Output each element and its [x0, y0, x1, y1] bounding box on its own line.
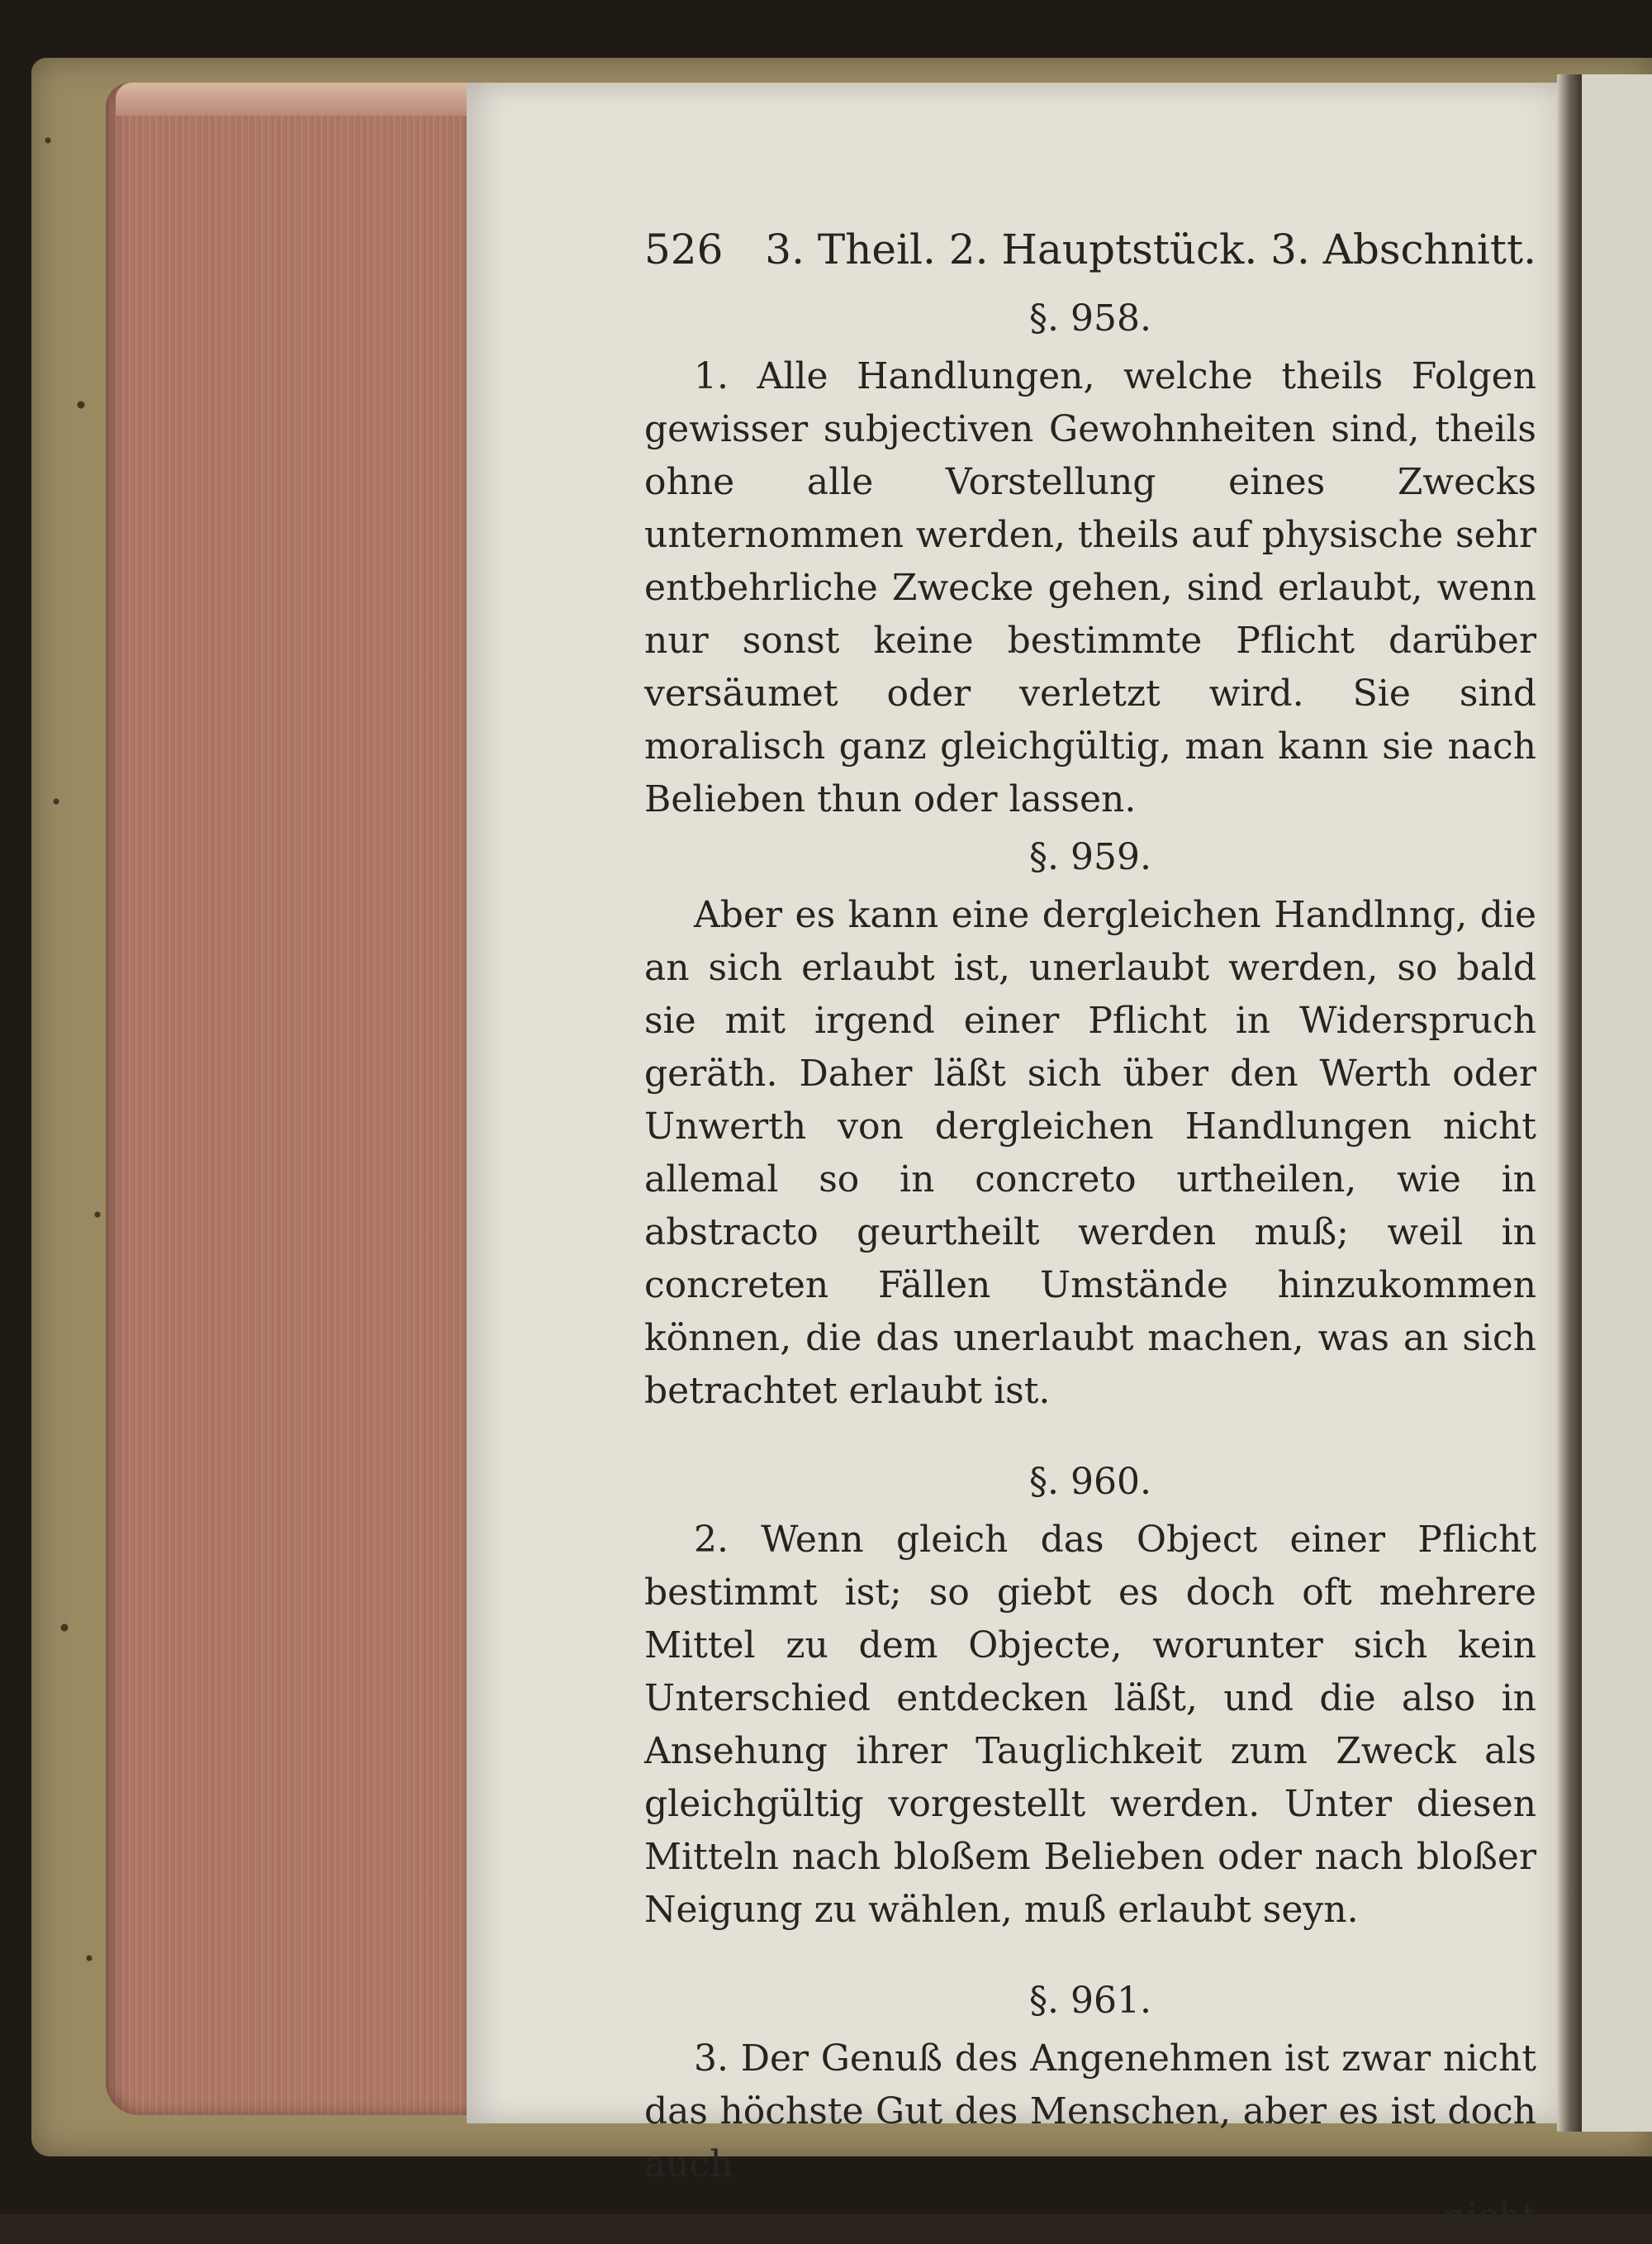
section-title: §. 959.	[1029, 836, 1151, 878]
section-paragraph: 3. Der Genuß des Angenehmen ist zwar nicht das höchste Gut des Menschen, aber es ist doch auch	[644, 2037, 1536, 2185]
page-text-block	[644, 223, 1536, 2244]
page-block-edge	[106, 83, 469, 2115]
section-title: §. 960.	[1029, 1461, 1151, 1503]
running-title: 3. Theil. 2. Hauptstück. 3. Abschnitt.	[765, 226, 1536, 273]
catchword: nicht	[1442, 2196, 1536, 2238]
section-title: §. 961.	[1029, 1980, 1151, 2022]
spacer	[644, 1418, 1536, 1451]
page-number: 526	[644, 226, 724, 273]
page-block-top	[116, 83, 471, 116]
section-paragraph: 1. Alle Handlungen, welche theils Folgen gewisser subjectiven Gewohnheiten sind, theils ohne alle Vorstellung eines Zwecks unternommen werden, theils auf physische sehr entbehrliche Zwecke gehen, sind erlaubt, wenn nur sonst keine bestimmte Pflicht darüber versäumet oder verletzt wird. Sie sind moralisch ganz gleichgültig, man kann sie nach Belieben thun oder lassen.	[644, 355, 1536, 820]
running-header	[644, 223, 1536, 276]
section-paragraph: Aber es kann eine dergleichen Handlnng, die an sich erlaubt ist, unerlaubt werden, so bald sie mit irgend einer Pflicht in Widerspruch geräth. Daher läßt sich über den Werth oder Unwerth von dergleichen Handlungen nicht allemal so in concreto urtheilen, wie in abstracto geurtheilt werden muß; weil in concreten Fällen Umstände hinzukommen können, die das unerlaubt machen, was an sich betrachtet erlaubt ist.	[644, 894, 1536, 1412]
section-title: §. 958.	[1029, 297, 1151, 340]
spacer	[644, 1937, 1536, 1970]
facing-page-sliver	[1582, 74, 1652, 2132]
page-gutter	[1557, 74, 1582, 2132]
section-paragraph: 2. Wenn gleich das Object einer Pflicht bestimmt ist; so giebt es doch oft mehrere Mittel zu dem Objecte, worunter sich kein Unterschied entdecken läßt, und die also in Ansehung ihrer Tauglichkeit zum Zweck als gleichgültig vorgestellt werden. Unter diesen Mitteln nach bloßem Belieben oder nach bloßer Neigung zu wählen, muß erlaubt seyn.	[644, 1519, 1536, 1931]
